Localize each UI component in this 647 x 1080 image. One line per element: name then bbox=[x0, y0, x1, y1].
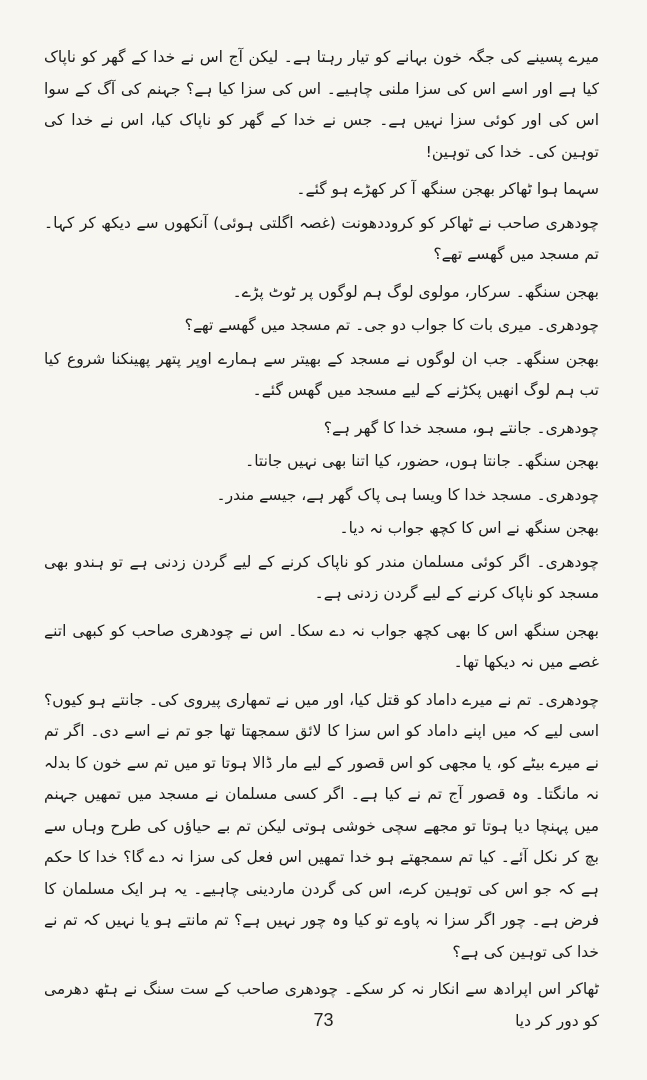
paragraph-3: چودھری صاحب نے ٹھاکر کو کروددھونت (غصہ اگلتی ہوئی) آنکھوں سے دیکھ کر کہا۔ تم مسجد میں گھسے تھے؟ bbox=[44, 213, 599, 263]
page-number: 73 bbox=[313, 1010, 334, 1030]
paragraph-2: سہما ہوا ٹھاکر بھجن سنگھ آ کر کھڑے ہو گئے۔ bbox=[296, 180, 599, 198]
page-body bbox=[44, 42, 599, 1037]
paragraph-13: چودھری۔ تم نے میرے داماد کو قتل کیا، اور میں نے تمھاری پیروی کی۔ جانتے ہو کیوں؟ اسی لیے کہ میں اپنے داماد کو اس سزا کا لائق سمجھتا تھا جو تم نے اسے دی۔ اگر تم نے میرے بیٹے کو، یا مجھی کو اس قصور کے لیے مار ڈالا ہوتا تو میں تم سے خون کا بدلہ نہ مانگتا۔ وہ قصور آج تم نے کیا ہے۔ اگر کسی مسلمان نے مسجد میں تمھیں جہنم میں پہنچا دیا ہوتا تو مجھے سچی خوشی ہوتی لیکن تم بے حیاؤں کی طرح وہاں سے بچ کر نکل آئے۔ کیا تم سمجھتے ہو خدا تمھیں اس فعل کی سزا نہ دے گا؟ خدا کا حکم ہے کہ جو اس کی توہین کرے، اس کی گردن ماردینی چاہیے۔ یہ ہر ایک مسلمان کا فرض ہے۔ چور اگر سزا نہ پاوے تو کیا وہ چور نہیں ہے؟ تم مانتے ہو یا نہیں کہ تم نے خدا کی توہین کی ہے؟ bbox=[44, 690, 599, 961]
paragraph-6: بھجن سنگھ۔ جب ان لوگوں نے مسجد کے بھیتر سے ہمارے اوپر پتھر پھینکنا شروع کیا تب ہم لوگ انھیں پکڑنے کے لیے مسجد میں گھس گئے۔ bbox=[44, 349, 599, 399]
paragraph-1: میرے پسینے کی جگہ خون بہانے کو تیار رہتا ہے۔ لیکن آج اس نے خدا کے گھر کو ناپاک کیا ہے اور اسے اس کی سزا ملنی چاہیے۔ اس کی سزا کیا ہے؟ جہنم کی آگ کے سوا اس کی اور کوئی سزا نہیں ہے۔ جس نے خدا کے گھر کو ناپاک کیا، اس نے خدا کی توہین کی۔ خدا کی توہین! bbox=[44, 48, 599, 161]
paragraph-8: بھجن سنگھ۔ جانتا ہوں، حضور، کیا اتنا بھی نہیں جانتا۔ bbox=[245, 452, 599, 470]
paragraph-5: چودھری۔ میری بات کا جواب دو جی۔ تم مسجد میں گھسے تھے؟ bbox=[184, 316, 599, 334]
paragraph-7: چودھری۔ جانتے ہو، مسجد خدا کا گھر ہے؟ bbox=[323, 418, 599, 437]
paragraph-14: ٹھاکر اس اپرادھ سے انکار نہ کر سکے۔ چودھری صاحب کے ست سنگ نے ہٹھ دھرمی کو دور کر دیا bbox=[44, 980, 599, 1030]
paragraph-4: بھجن سنگھ۔ سرکار، مولوی لوگ ہم لوگوں پر ٹوٹ پڑے۔ bbox=[232, 282, 599, 301]
paragraph-10: بھجن سنگھ نے اس کا کچھ جواب نہ دیا۔ bbox=[339, 519, 599, 537]
paragraph-11: چودھری۔ اگر کوئی مسلمان مندر کو ناپاک کرنے کے لیے گردن زدنی ہے تو ہندو بھی مسجد کو ناپاک کرنے کے لیے گردن زدنی ہے۔ bbox=[44, 552, 599, 602]
paragraph-9: چودھری۔ مسجد خدا کا ویسا ہی پاک گھر ہے، جیسے مندر۔ bbox=[216, 485, 599, 504]
paragraph-12: بھجن سنگھ اس کا بھی کچھ جواب نہ دے سکا۔ اس نے چودھری صاحب کو کبھی اتنے غصے میں نہ دیکھا تھا۔ bbox=[44, 621, 599, 671]
